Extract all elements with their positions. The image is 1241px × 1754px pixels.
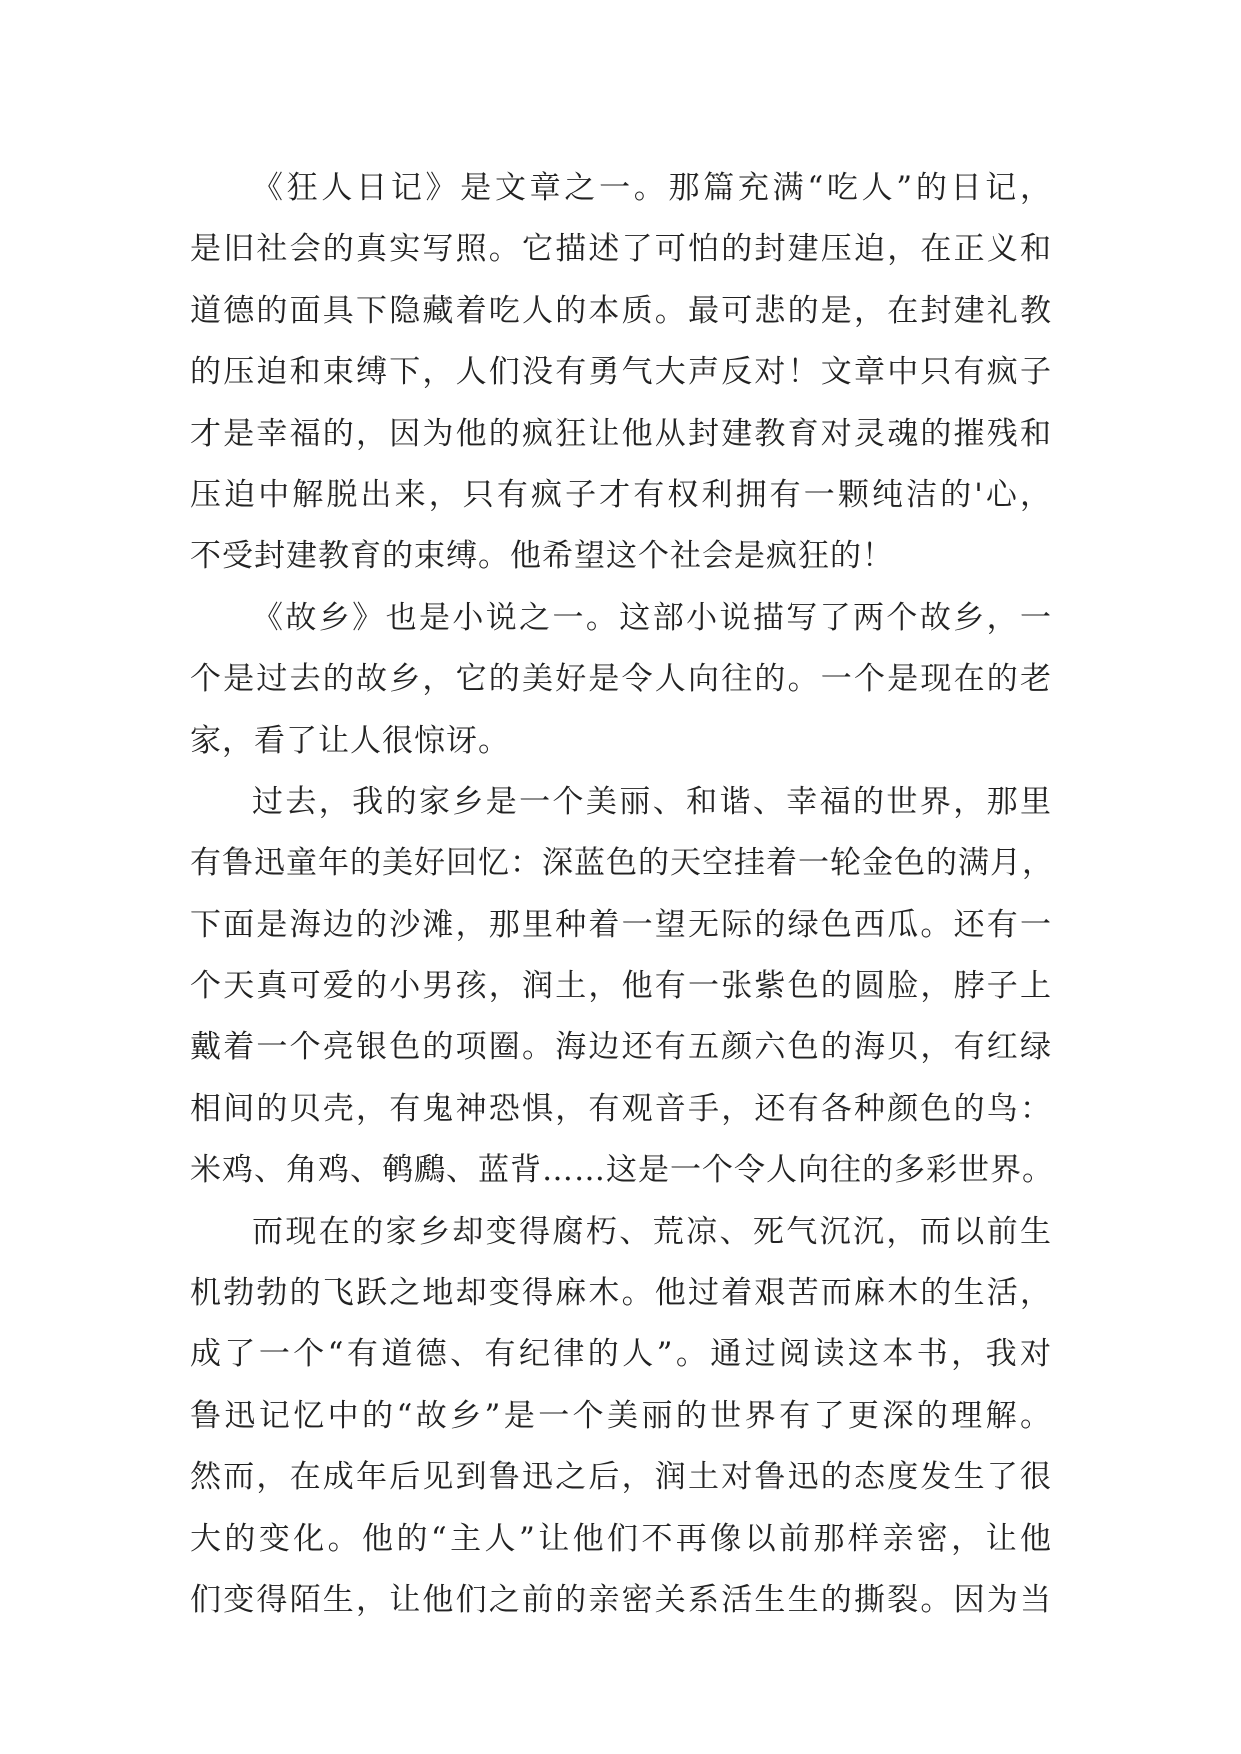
text-line: 是旧社会的真实写照。它描述了可怕的封建压迫，在正义和 xyxy=(190,231,1052,268)
body-text xyxy=(190,158,1052,1631)
text-line: 大的变化。他的“主人”让他们不再像以前那样亲密，让他 xyxy=(190,1520,1052,1557)
text-line: 《狂人日记》是文章之一。那篇充满“吃人”的日记， xyxy=(252,170,1052,206)
text-line: 鲁迅记忆中的“故乡”是一个美丽的世界有了更深的理解。 xyxy=(190,1397,1052,1434)
text-line: 有鲁迅童年的美好回忆：深蓝色的天空挂着一轮金色的满月， xyxy=(190,845,1054,882)
text-line: 米鸡、角鸡、鹌鷉、蓝背……这是一个令人向往的多彩世界。 xyxy=(190,1152,1054,1189)
text-line: 不受封建教育的束缚。他希望这个社会是疯狂的！ xyxy=(190,538,894,575)
text-line: 道德的面具下隐藏着吃人的本质。最可悲的是，在封建礼教 xyxy=(190,292,1052,329)
text-line: 下面是海边的沙滩，那里种着一望无际的绿色西瓜。还有一 xyxy=(190,906,1052,943)
text-line: 压迫中解脱出来，只有疯子才有权利拥有一颗纯洁的'心， xyxy=(190,476,1052,513)
text-line: 过去，我的家乡是一个美丽、和谐、幸福的世界，那里 xyxy=(252,783,1052,820)
text-line: 机勃勃的飞跃之地却变得麻木。他过着艰苦而麻木的生活， xyxy=(190,1275,1052,1312)
text-line: 们变得陌生，让他们之前的亲密关系活生生的撕裂。因为当 xyxy=(190,1581,1052,1618)
text-line: 个是过去的故乡，它的美好是令人向往的。一个是现在的老 xyxy=(190,661,1052,698)
text-line: 然而，在成年后见到鲁迅之后，润土对鲁迅的态度发生了很 xyxy=(190,1459,1052,1496)
text-line: 戴着一个亮银色的项圈。海边还有五颜六色的海贝，有红绿 xyxy=(190,1029,1052,1066)
text-line: 的压迫和束缚下，人们没有勇气大声反对！文章中只有疯子 xyxy=(190,354,1052,391)
text-line: 个天真可爱的小男孩，润土，他有一张紫色的圆脸，脖子上 xyxy=(190,968,1052,1005)
text-line: 家，看了让人很惊讶。 xyxy=(190,722,510,759)
text-line: 成了一个“有道德、有纪律的人”。通过阅读这本书，我对 xyxy=(190,1336,1052,1373)
text-line: 相间的贝壳，有鬼神恐惧，有观音手，还有各种颜色的鸟： xyxy=(190,1090,1052,1127)
text-line: 而现在的家乡却变得腐朽、荒凉、死气沉沉，而以前生 xyxy=(252,1213,1052,1250)
text-line: 《故乡》也是小说之一。这部小说描写了两个故乡，一 xyxy=(252,599,1052,636)
text-line: 才是幸福的，因为他的疯狂让他从封建教育对灵魂的摧残和 xyxy=(190,415,1052,452)
